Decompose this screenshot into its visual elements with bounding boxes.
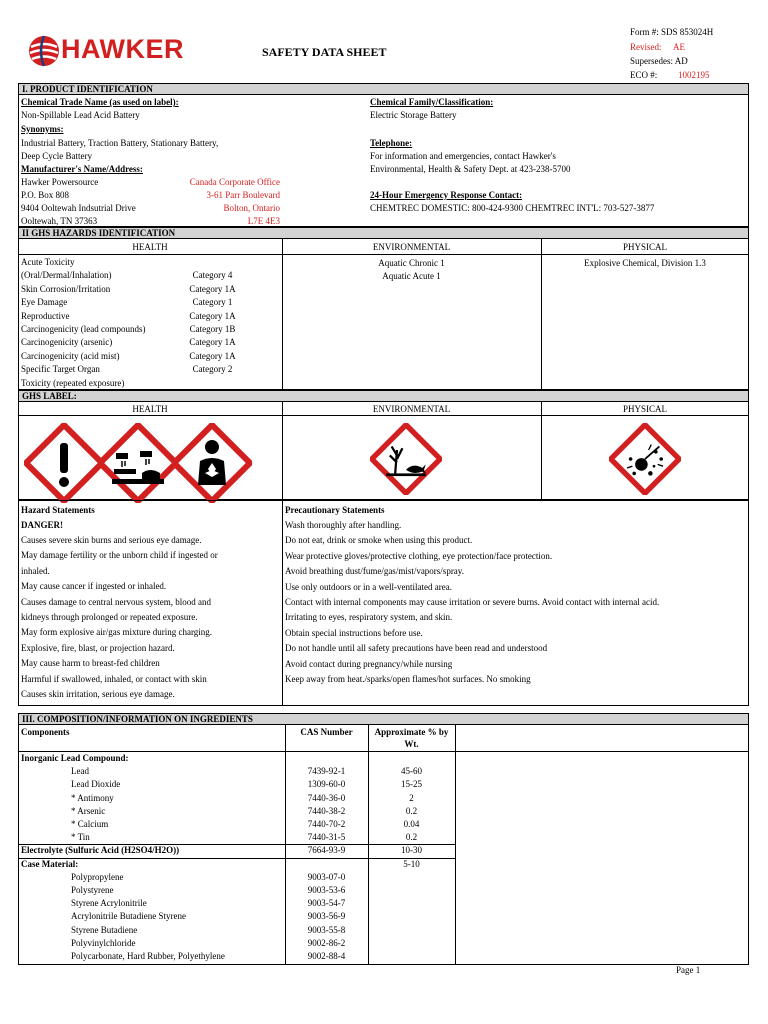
- component-percent: 10-30: [401, 845, 422, 856]
- revised-label: Revised:: [630, 42, 662, 52]
- danger-signal-word: DANGER!: [21, 520, 63, 530]
- document-title: SAFETY DATA SHEET: [262, 45, 387, 59]
- trade-name-label: Chemical Trade Name (as used on label):: [21, 97, 179, 107]
- component-cas: 7439-92-1: [307, 766, 346, 777]
- ghs-col-environmental: ENVIRONMENTAL: [372, 404, 451, 414]
- ghs-col-health: HEALTH: [132, 404, 168, 414]
- component-name: * Arsenic: [71, 805, 106, 816]
- component-name: Polypropylene: [71, 871, 124, 882]
- health-hazard-category: Category 4: [192, 270, 233, 281]
- component-cas: 7440-70-2: [307, 819, 346, 829]
- component-percent: 0.2: [405, 832, 418, 843]
- manufacturer-line-3: 9404 Ooltewah Indsutrial Drive: [21, 203, 136, 213]
- health-hazard-category: Category 1: [192, 297, 233, 308]
- component-cas: 1309-60-0: [307, 779, 346, 790]
- health-hazard-category: Category 1A: [189, 350, 236, 361]
- health-hazard-category: Category 1A: [189, 310, 236, 321]
- form-number: Form #: SDS 853024H: [630, 27, 714, 37]
- hazard-statement: kidneys through prolonged or repeated exposure.: [21, 612, 198, 622]
- component-cas: 7440-36-0: [307, 792, 346, 803]
- health-hazard-category: Category 1B: [189, 324, 236, 334]
- component-name: Polystyrene: [71, 885, 114, 895]
- health-hazard-name: Acute Toxicity: [21, 257, 75, 267]
- component-cas: 9003-56-9: [307, 911, 346, 922]
- component-cas: 9003-07-0: [307, 871, 346, 882]
- component-cas: 9003-53-6: [307, 885, 346, 895]
- hazard-statement: May cause harm to breast-fed children: [21, 658, 160, 669]
- component-cas: 7440-31-5: [307, 832, 346, 843]
- health-hazard-name: Specific Target Organ: [21, 364, 100, 375]
- component-name: Electrolyte (Sulfuric Acid (H2SO4/H2O)): [21, 845, 180, 856]
- exclamation-mark-icon: [24, 423, 104, 503]
- health-hazard-category: Category 1A: [189, 337, 236, 348]
- environment-hazard-icon: [370, 423, 442, 495]
- hazard-statement: May form explosive air/gas mixture during charging.: [21, 627, 213, 638]
- corrosion-icon: [98, 423, 178, 503]
- component-percent: 5-10: [403, 858, 420, 869]
- health-hazard-name: Carcinogenicity (arsenic): [21, 337, 113, 348]
- telephone-line-1: For information and emergencies, contact Hawker's: [370, 151, 556, 161]
- col-health: HEALTH: [132, 242, 168, 252]
- precautionary-statement: Wash thoroughly after handling.: [285, 520, 402, 530]
- section-3-header: III. COMPOSITION/INFORMATION ON INGREDIENTS: [18, 713, 749, 725]
- col-percent-line-1: Approximate % by: [374, 727, 449, 737]
- component-name: Inorganic Lead Compound:: [21, 753, 129, 763]
- component-cas: 7664-93-9: [307, 845, 346, 856]
- component-cas: 9002-88-4: [307, 951, 346, 961]
- col-physical: PHYSICAL: [622, 242, 667, 252]
- component-name: * Calcium: [71, 819, 109, 829]
- component-cas: 9003-55-8: [307, 924, 346, 935]
- component-percent: 15-25: [401, 779, 422, 790]
- component-cas: 9002-86-2: [307, 937, 346, 948]
- hazard-statement: May damage fertility or the unborn child if ingested or: [21, 550, 218, 561]
- col-components: Components: [21, 727, 70, 737]
- hazard-statement: May cause cancer if ingested or inhaled.: [21, 581, 167, 592]
- canada-office-line-4: L7E 4E3: [247, 216, 280, 226]
- synonyms-line-2: Deep Cycle Battery: [21, 151, 92, 161]
- section-2-header: II GHS HAZARDS IDENTIFICATION: [18, 227, 749, 239]
- col-environmental: ENVIRONMENTAL: [372, 242, 451, 252]
- component-percent: 0.04: [403, 819, 420, 829]
- component-name: Acrylonitrile Butadiene Styrene: [71, 911, 186, 922]
- phys-hazard-1: Explosive Chemical, Division 1.3: [584, 258, 706, 268]
- precautionary-statements-title: Precautionary Statements: [285, 505, 385, 515]
- component-name: Styrene Butadiene: [71, 924, 138, 935]
- health-hazard-name: Eye Damage: [21, 297, 68, 308]
- health-hazard-icon: [172, 423, 252, 503]
- telephone-line-2: Environmental, Health & Safety Dept. at 423-238-5700: [370, 164, 571, 174]
- precautionary-statement: Contact with internal components may cause irritation or severe burns. Avoid contact with internal acid.: [285, 597, 660, 607]
- health-hazard-name: Carcinogenicity (lead compounds): [21, 324, 146, 334]
- emergency-contact: CHEMTREC DOMESTIC: 800-424-9300 CHEMTREC INT'L: 703-527-3877: [370, 203, 655, 213]
- synonyms-label: Synonyms:: [21, 124, 64, 134]
- env-hazard-1: Aquatic Chronic 1: [378, 258, 445, 268]
- precautionary-statement: Keep away from heat./sparks/open flames/hot surfaces. No smoking: [285, 674, 531, 684]
- component-name: Polyvinylchloride: [71, 937, 136, 948]
- manufacturer-label: Manufacturer's Name/Address:: [21, 164, 143, 174]
- eco-label: ECO #:: [630, 70, 658, 80]
- eco-value: 1002195: [678, 70, 710, 80]
- emergency-contact-label: 24-Hour Emergency Response Contact:: [370, 190, 523, 200]
- precautionary-statement: Do not eat, drink or smoke when using this product.: [285, 535, 473, 546]
- brand-name: HAWKER: [61, 34, 184, 64]
- component-name: Lead: [71, 766, 89, 777]
- page-number: Page 1: [676, 965, 701, 975]
- globe-icon: [28, 35, 60, 67]
- hazard-statement: inhaled.: [21, 565, 50, 576]
- synonyms-line-1: Industrial Battery, Traction Battery, Stationary Battery,: [21, 138, 219, 148]
- component-percent: 45-60: [401, 766, 422, 777]
- component-percent: 0.2: [405, 805, 418, 816]
- hazard-statement: Harmful if swallowed, inhaled, or contact with skin: [21, 673, 207, 684]
- health-hazard-category: Category 1A: [189, 283, 236, 294]
- component-name: Styrene Acrylonitrile: [71, 898, 147, 909]
- component-name: Case Material:: [21, 858, 79, 869]
- supersedes: Supersedes: AD: [630, 56, 688, 66]
- manufacturer-line-1: Hawker Powersource: [21, 177, 99, 187]
- component-name: Polycarbonate, Hard Rubber, Polyethylene: [71, 951, 225, 961]
- logo: [28, 34, 188, 68]
- precautionary-statement: Avoid contact during pregnancy/while nursing: [285, 658, 453, 669]
- health-hazard-name: Skin Corrosion/Irritation: [21, 283, 111, 294]
- component-percent: 2: [409, 792, 414, 803]
- canada-office-line-3: Bolton, Ontario: [223, 203, 280, 213]
- component-cas: 7440-38-2: [307, 805, 346, 816]
- health-hazard-name: (Oral/Dermal/Inhalation): [21, 270, 112, 281]
- revised-value: AE: [673, 42, 685, 52]
- env-hazard-2: Aquatic Acute 1: [382, 271, 441, 281]
- trade-name: Non-Spillable Lead Acid Battery: [21, 110, 140, 120]
- hazard-statement: Causes skin irritation, serious eye damage.: [21, 689, 175, 699]
- precautionary-statement: Do not handle until all safety precautions have been read and understood: [285, 643, 548, 654]
- ghs-label-header: GHS LABEL:: [18, 390, 749, 402]
- component-name: * Tin: [71, 832, 90, 843]
- chemical-family-label: Chemical Family/Classification:: [370, 97, 494, 107]
- canada-office-line-1: Canada Corporate Office: [189, 177, 280, 187]
- precautionary-statement: Obtain special instructions before use.: [285, 627, 423, 638]
- row-divider: [18, 844, 455, 845]
- hazard-statements-title: Hazard Statements: [21, 505, 95, 515]
- precautionary-statement: Wear protective gloves/protective clothing, eye protection/face protection.: [285, 550, 553, 561]
- manufacturer-line-2: P.O. Box 808: [21, 190, 70, 200]
- chemical-family: Electric Storage Battery: [370, 110, 457, 120]
- precautionary-statement: Irritating to eyes, respiratory system, and skin.: [285, 612, 453, 623]
- component-name: * Antimony: [71, 792, 114, 803]
- hazard-statement: Explosive, fire, blast, or projection hazard.: [21, 642, 175, 653]
- health-hazard-name: Toxicity (repeated exposure): [21, 377, 125, 388]
- health-hazard-name: Carcinogenicity (acid mist): [21, 350, 120, 361]
- component-cas: 9003-54-7: [307, 898, 346, 909]
- col-cas-number: CAS Number: [300, 727, 353, 737]
- canada-office-line-2: 3-61 Parr Boulevard: [206, 190, 280, 200]
- telephone-label: Telephone:: [370, 138, 413, 148]
- hazard-statement: Causes damage to central nervous system, blood and: [21, 596, 211, 607]
- row-divider: [18, 858, 455, 859]
- precautionary-statement: Avoid breathing dust/fume/gas/mist/vapors/spray.: [285, 566, 464, 577]
- col-percent-line-2: Wt.: [404, 739, 419, 749]
- ghs-col-physical: PHYSICAL: [622, 404, 667, 414]
- section-1-header: I. PRODUCT IDENTIFICATION: [18, 83, 749, 95]
- health-hazard-category: Category 2: [192, 364, 233, 375]
- hazard-statement: Causes severe skin burns and serious eye damage.: [21, 535, 202, 545]
- precautionary-statement: Use only outdoors or in a well-ventilated area.: [285, 581, 452, 592]
- explosive-icon: [609, 423, 681, 495]
- manufacturer-line-4: Ooltewah, TN 37363: [21, 216, 98, 226]
- component-name: Lead Dioxide: [71, 779, 121, 790]
- health-hazard-name: Reproductive: [21, 310, 70, 321]
